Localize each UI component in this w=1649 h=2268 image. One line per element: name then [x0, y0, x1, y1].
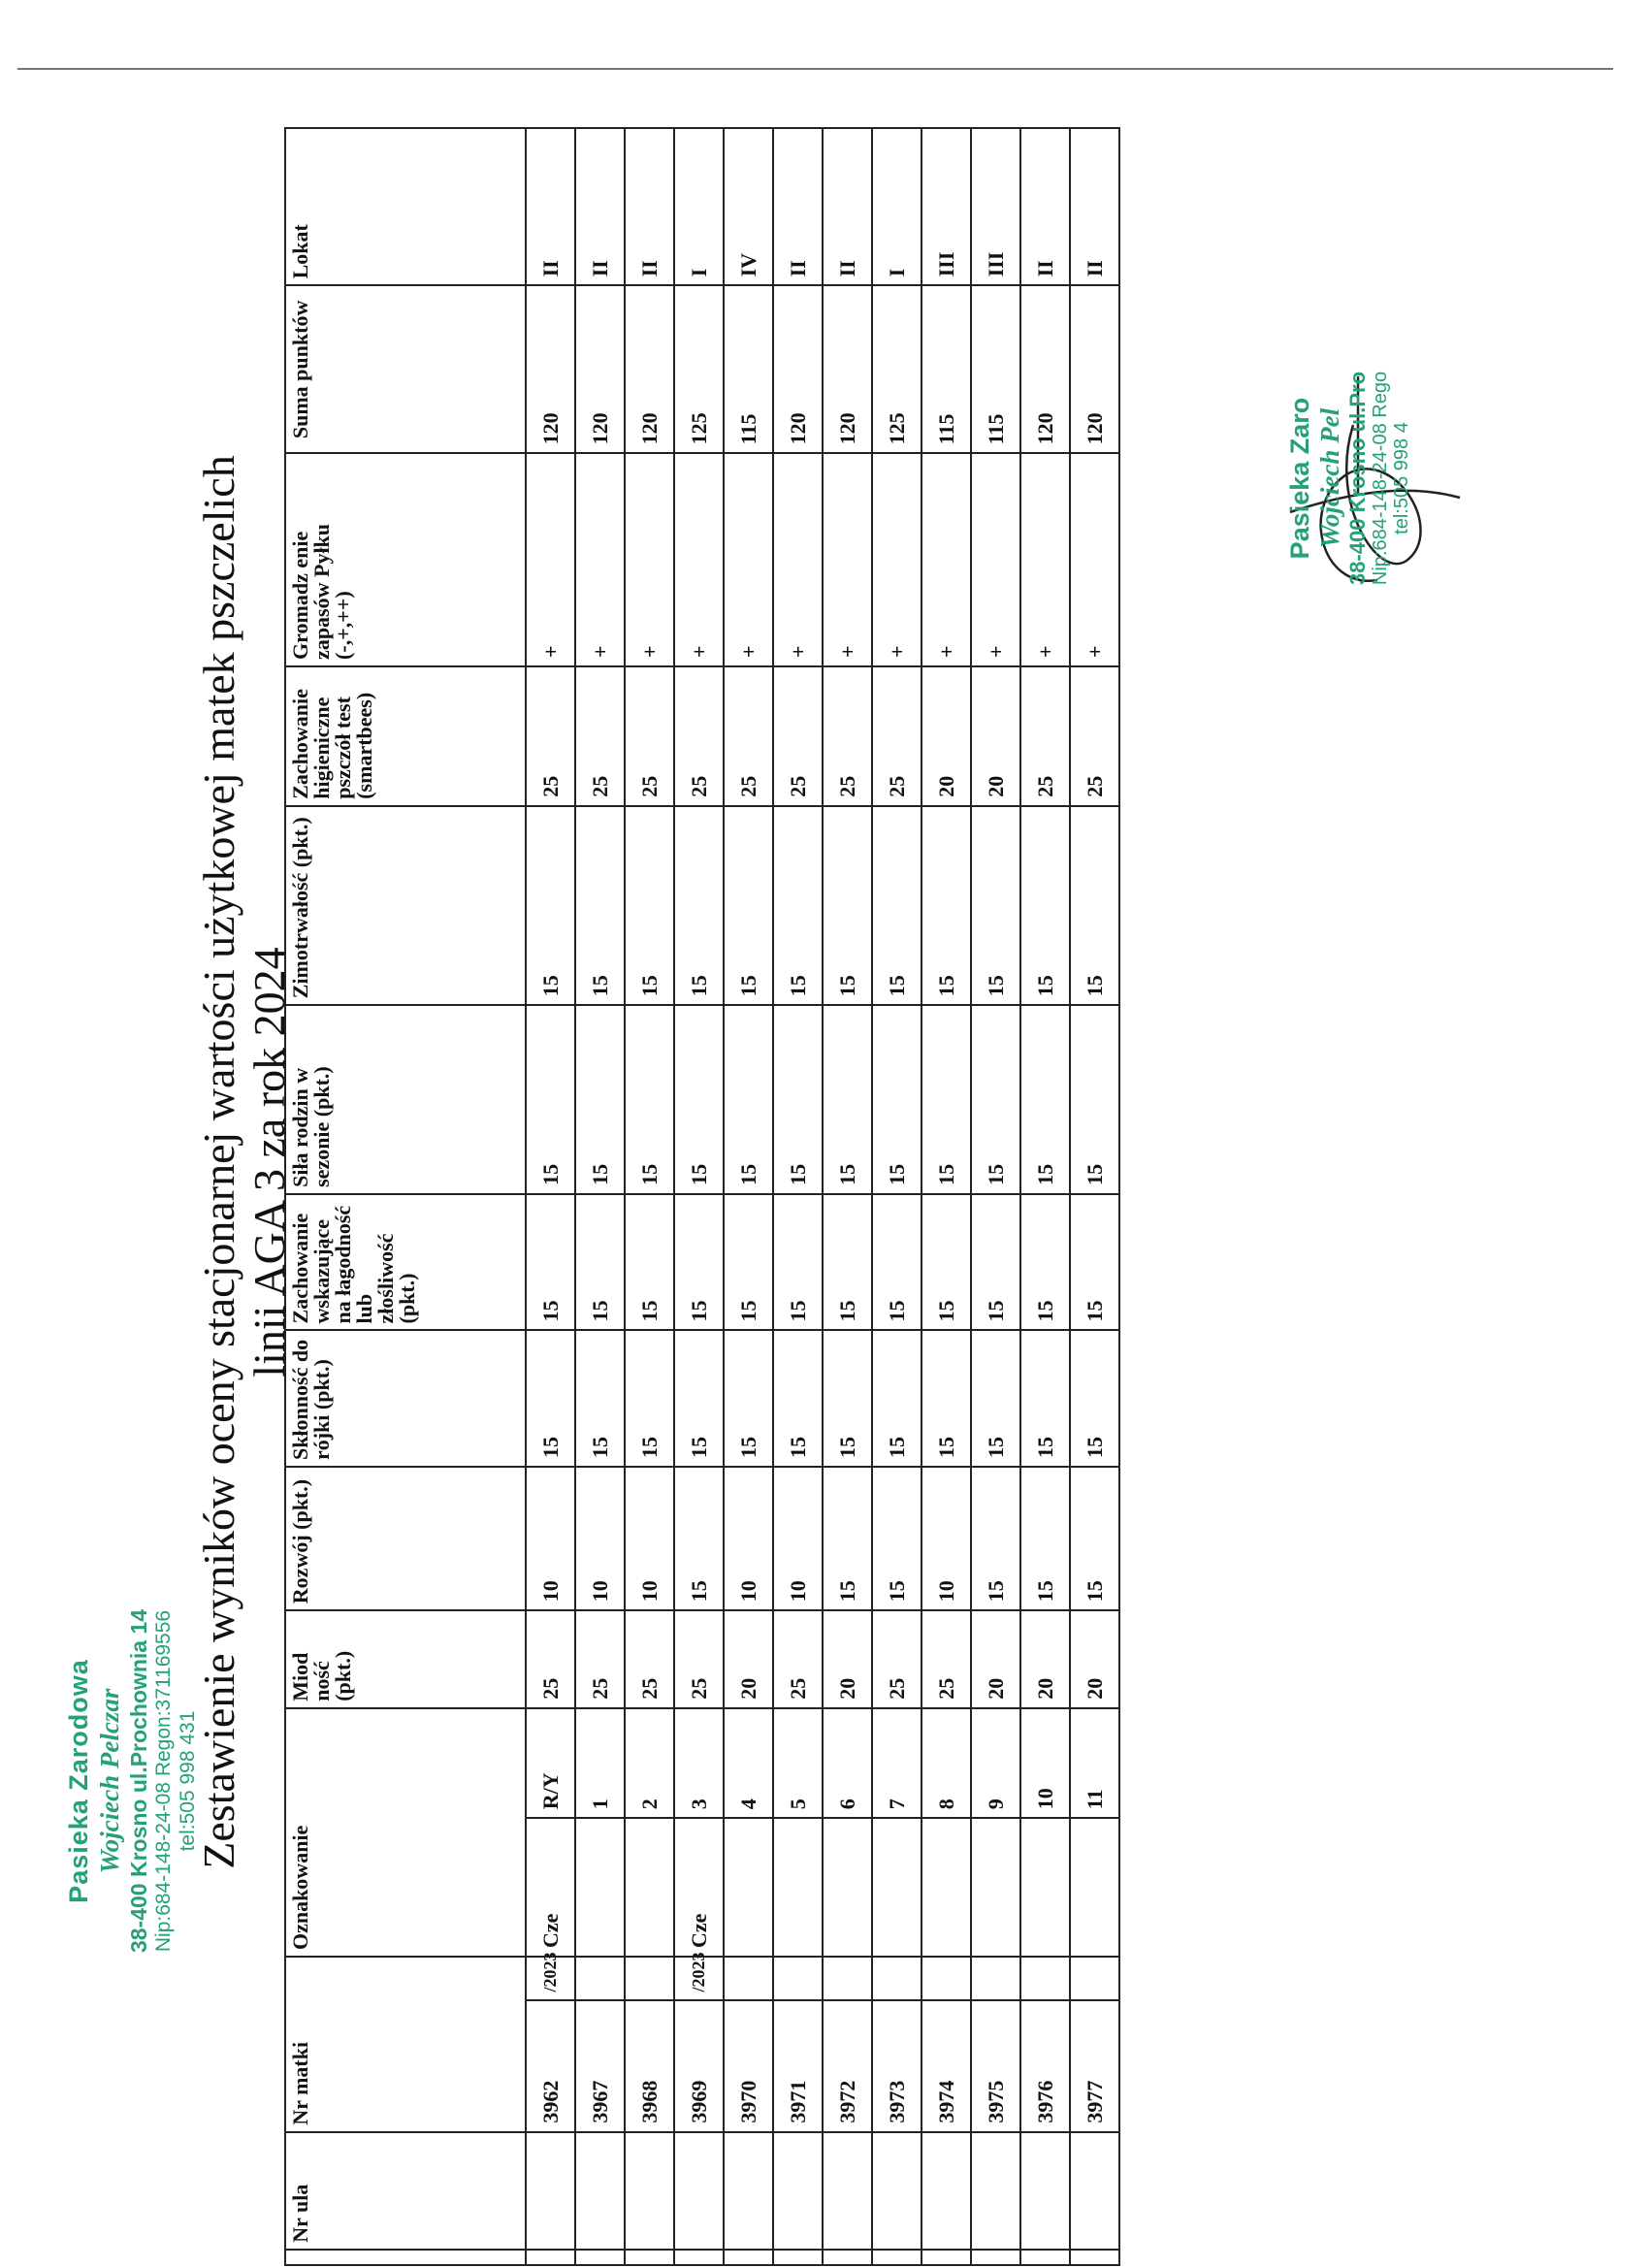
cell-lagodnosc: 15 — [575, 1194, 625, 1331]
cell-lagodnosc: 15 — [724, 1194, 773, 1331]
cell-kolor — [823, 1818, 872, 1957]
cell-lokata: II — [1070, 128, 1119, 285]
cell-nr-matki: 3962 — [526, 2000, 575, 2131]
cell-rozwoj: 15 — [872, 1467, 922, 1610]
cell-kolor: Cze — [526, 1818, 575, 1957]
cell-suma: 120 — [1070, 285, 1119, 453]
cell-lokata: II — [526, 128, 575, 285]
cell-lagodnosc: 15 — [625, 1194, 674, 1331]
cell-nr-matki: 3971 — [773, 2000, 823, 2131]
cell-nr-ula — [724, 2132, 773, 2250]
cell-sila: 15 — [823, 1005, 872, 1194]
cell-lagodnosc: 15 — [1070, 1194, 1119, 1331]
results-table-body — [526, 128, 1119, 2265]
cell-sklonnosc: 15 — [625, 1330, 674, 1467]
stamp-bottom-name: Pasieka Zaro — [1285, 397, 1314, 560]
cell-suma: 115 — [922, 285, 971, 453]
cell-sklonnosc: 15 — [971, 1330, 1020, 1467]
cell-zimotrwalosc: 15 — [1020, 806, 1070, 1005]
cell-nr-matki: 3967 — [575, 2000, 625, 2131]
cell-rok — [575, 1957, 625, 2000]
cell-nr-matki: 3972 — [823, 2000, 872, 2131]
table-row — [872, 128, 922, 2265]
cell-kolor — [971, 1818, 1020, 1957]
header-blank — [285, 2250, 526, 2265]
blank — [674, 2250, 724, 2265]
cell-znak: 11 — [1070, 1708, 1119, 1819]
table-row — [674, 128, 724, 2265]
cell-znak: 1 — [575, 1708, 625, 1819]
cell-sklonnosc: 15 — [872, 1330, 922, 1467]
cell-nr-matki: 3976 — [1020, 2000, 1070, 2131]
cell-kolor — [1070, 1818, 1119, 1957]
cell-kolor — [1020, 1818, 1070, 1957]
cell-higieniczne: 20 — [971, 666, 1020, 806]
cell-nr-matki: 3975 — [971, 2000, 1020, 2131]
cell-suma: 120 — [773, 285, 823, 453]
cell-kolor — [922, 1818, 971, 1957]
cell-nr-ula — [872, 2132, 922, 2250]
cell-sila: 15 — [1020, 1005, 1070, 1194]
stamp-bottom-address: 38-400 Krosno ul.Pro — [1344, 371, 1370, 586]
cell-rok: /2023 — [526, 1957, 575, 2000]
cell-lokata: IV — [724, 128, 773, 285]
cell-nr-matki: 3970 — [724, 2000, 773, 2131]
cell-kolor — [724, 1818, 773, 1957]
cell-rozwoj: 15 — [1020, 1467, 1070, 1610]
header-pylek: Gromadz enie zapasów Pyłku (-,+,++) — [285, 453, 526, 666]
cell-suma: 125 — [674, 285, 724, 453]
cell-suma: 120 — [575, 285, 625, 453]
cell-higieniczne: 25 — [823, 666, 872, 806]
blank — [625, 2250, 674, 2265]
cell-sklonnosc: 15 — [724, 1330, 773, 1467]
cell-nr-ula — [674, 2132, 724, 2250]
cell-pylek: + — [724, 453, 773, 666]
cell-rozwoj: 10 — [724, 1467, 773, 1610]
cell-rok — [823, 1957, 872, 2000]
cell-lokata: I — [872, 128, 922, 285]
cell-rok — [773, 1957, 823, 2000]
cell-nr-matki: 3974 — [922, 2000, 971, 2131]
cell-pylek: + — [872, 453, 922, 666]
cell-miodnosc: 20 — [724, 1610, 773, 1708]
cell-higieniczne: 25 — [1070, 666, 1119, 806]
cell-lokata: II — [823, 128, 872, 285]
table-row — [971, 128, 1020, 2265]
cell-miodnosc: 25 — [674, 1610, 724, 1708]
cell-miodnosc: 20 — [823, 1610, 872, 1708]
cell-kolor: Cze — [674, 1818, 724, 1957]
cell-nr-matki: 3977 — [1070, 2000, 1119, 2131]
cell-rozwoj: 15 — [971, 1467, 1020, 1610]
stamp-name: Pasieka Zarodowa — [64, 1659, 93, 1903]
header-rozwoj: Rozwój (pkt.) — [285, 1467, 526, 1610]
cell-sila: 15 — [724, 1005, 773, 1194]
title-line-2: linii AGA 3 za rok 2024 — [243, 947, 294, 1377]
cell-pylek: + — [526, 453, 575, 666]
cell-miodnosc: 25 — [625, 1610, 674, 1708]
blank — [872, 2250, 922, 2265]
cell-lokata: II — [575, 128, 625, 285]
header-miodnosc: Miod ność (pkt.) — [285, 1610, 526, 1708]
table-row — [1070, 128, 1119, 2265]
cell-rok — [971, 1957, 1020, 2000]
blank — [1070, 2250, 1119, 2265]
cell-suma: 120 — [823, 285, 872, 453]
cell-zimotrwalosc: 15 — [872, 806, 922, 1005]
cell-higieniczne: 25 — [674, 666, 724, 806]
cell-rok: /2023 — [674, 1957, 724, 2000]
cell-pylek: + — [1070, 453, 1119, 666]
cell-pylek: + — [625, 453, 674, 666]
blank — [971, 2250, 1020, 2265]
cell-lokata: II — [1020, 128, 1070, 285]
header-nr-matki: Nr matki — [285, 1957, 526, 2132]
cell-pylek: + — [575, 453, 625, 666]
cell-zimotrwalosc: 15 — [674, 806, 724, 1005]
table-row — [1020, 128, 1070, 2265]
header-oznakowanie: Oznakowanie — [285, 1708, 526, 1957]
cell-nr-ula — [526, 2132, 575, 2250]
cell-higieniczne: 25 — [526, 666, 575, 806]
cell-znak: 4 — [724, 1708, 773, 1819]
cell-suma: 120 — [1020, 285, 1070, 453]
cell-pylek: + — [922, 453, 971, 666]
cell-znak: 8 — [922, 1708, 971, 1819]
header-lokata: Lokat — [285, 128, 526, 285]
stamp-owner: Wojciech Pelczar — [94, 1688, 124, 1874]
cell-sklonnosc: 15 — [526, 1330, 575, 1467]
table-row — [823, 128, 872, 2265]
cell-zimotrwalosc: 15 — [526, 806, 575, 1005]
cell-sila: 15 — [971, 1005, 1020, 1194]
cell-rozwoj: 15 — [1070, 1467, 1119, 1610]
cell-lagodnosc: 15 — [773, 1194, 823, 1331]
cell-znak: 10 — [1020, 1708, 1070, 1819]
cell-pylek: + — [773, 453, 823, 666]
cell-lokata: III — [971, 128, 1020, 285]
cell-rozwoj: 10 — [922, 1467, 971, 1610]
stamp-ids: Nip:684-148-24-08 Regon:371169556 — [151, 1609, 175, 1953]
cell-sklonnosc: 15 — [1020, 1330, 1070, 1467]
cell-pylek: + — [1020, 453, 1070, 666]
header-higieniczne: Zachowanie higieniczne pszczół test (smartbees) — [285, 666, 526, 806]
cell-zimotrwalosc: 15 — [922, 806, 971, 1005]
table-row — [724, 128, 773, 2265]
cell-nr-ula — [922, 2132, 971, 2250]
cell-miodnosc: 20 — [1020, 1610, 1070, 1708]
cell-znak: 2 — [625, 1708, 674, 1819]
cell-rok — [1020, 1957, 1070, 2000]
cell-suma: 120 — [526, 285, 575, 453]
cell-znak: 6 — [823, 1708, 872, 1819]
cell-sila: 15 — [526, 1005, 575, 1194]
cell-suma: 115 — [724, 285, 773, 453]
cell-sila: 15 — [922, 1005, 971, 1194]
cell-rok — [922, 1957, 971, 2000]
cell-rozwoj: 10 — [526, 1467, 575, 1610]
cell-zimotrwalosc: 15 — [724, 806, 773, 1005]
cell-miodnosc: 20 — [1070, 1610, 1119, 1708]
cell-sila: 15 — [872, 1005, 922, 1194]
cell-higieniczne: 25 — [625, 666, 674, 806]
header-suma: Suma punktów — [285, 285, 526, 453]
cell-rozwoj: 10 — [773, 1467, 823, 1610]
header-zimotrwalosc: Zimotrwałość (pkt.) — [285, 806, 526, 1005]
cell-lagodnosc: 15 — [674, 1194, 724, 1331]
cell-sklonnosc: 15 — [1070, 1330, 1119, 1467]
cell-miodnosc: 25 — [922, 1610, 971, 1708]
cell-lokata: III — [922, 128, 971, 285]
cell-lokata: I — [674, 128, 724, 285]
cell-higieniczne: 25 — [575, 666, 625, 806]
cell-miodnosc: 25 — [526, 1610, 575, 1708]
cell-nr-ula — [773, 2132, 823, 2250]
cell-zimotrwalosc: 15 — [625, 806, 674, 1005]
cell-kolor — [872, 1818, 922, 1957]
stamp-bottom-owner: Wojciech Pel — [1314, 407, 1344, 549]
blank — [575, 2250, 625, 2265]
apiary-stamp-bottom — [1285, 304, 1413, 653]
cell-lagodnosc: 15 — [526, 1194, 575, 1331]
cell-sila: 15 — [1070, 1005, 1119, 1194]
cell-suma: 125 — [872, 285, 922, 453]
document-title — [194, 347, 294, 1977]
cell-pylek: + — [823, 453, 872, 666]
cell-rok — [1070, 1957, 1119, 2000]
cell-higieniczne: 25 — [1020, 666, 1070, 806]
cell-pylek: + — [971, 453, 1020, 666]
cell-zimotrwalosc: 15 — [773, 806, 823, 1005]
apiary-stamp — [64, 1577, 200, 1985]
cell-kolor — [625, 1818, 674, 1957]
blank — [773, 2250, 823, 2265]
header-sklonnosc: Skłonność do rójki (pkt.) — [285, 1330, 526, 1467]
cell-higieniczne: 25 — [724, 666, 773, 806]
stamp-bottom-ids: Nip:684-148-24-08 Rego — [1369, 371, 1391, 586]
cell-sklonnosc: 15 — [674, 1330, 724, 1467]
header-nr-ula: Nr ula — [285, 2132, 526, 2250]
cell-sila: 15 — [575, 1005, 625, 1194]
cell-nr-ula — [575, 2132, 625, 2250]
cell-znak: 5 — [773, 1708, 823, 1819]
cell-rozwoj: 10 — [575, 1467, 625, 1610]
blank — [823, 2250, 872, 2265]
cell-zimotrwalosc: 15 — [575, 806, 625, 1005]
cell-lagodnosc: 15 — [922, 1194, 971, 1331]
cell-rok — [872, 1957, 922, 2000]
cell-pylek: + — [674, 453, 724, 666]
cell-znak: 7 — [872, 1708, 922, 1819]
cell-sklonnosc: 15 — [922, 1330, 971, 1467]
blank — [1020, 2250, 1070, 2265]
cell-miodnosc: 20 — [971, 1610, 1020, 1708]
stamp-address: 38-400 Krosno ul.Prochownia 14 — [125, 1608, 151, 1954]
cell-nr-ula — [1070, 2132, 1119, 2250]
cell-lokata: II — [773, 128, 823, 285]
table-row — [625, 128, 674, 2265]
stamp-bottom-phone: tel:505 998 4 — [1391, 422, 1413, 535]
cell-sklonnosc: 15 — [575, 1330, 625, 1467]
cell-nr-ula — [823, 2132, 872, 2250]
cell-rok — [724, 1957, 773, 2000]
header-sila-rodzin: Siła rodzin w sezonie (pkt.) — [285, 1005, 526, 1194]
cell-rozwoj: 15 — [823, 1467, 872, 1610]
cell-sklonnosc: 15 — [773, 1330, 823, 1467]
cell-miodnosc: 25 — [773, 1610, 823, 1708]
header-row — [285, 128, 526, 2265]
cell-rozwoj: 10 — [625, 1467, 674, 1610]
cell-znak: 9 — [971, 1708, 1020, 1819]
blank — [724, 2250, 773, 2265]
cell-sila: 15 — [674, 1005, 724, 1194]
blank — [526, 2250, 575, 2265]
cell-higieniczne: 20 — [922, 666, 971, 806]
title-line-1: Zestawienie wyników oceny stacjonarnej wartości użytkowej matek pszczelich — [194, 455, 243, 1869]
stamp-phone: tel:505 998 431 — [176, 1710, 199, 1852]
cell-lagodnosc: 15 — [971, 1194, 1020, 1331]
cell-nr-ula — [625, 2132, 674, 2250]
blank — [922, 2250, 971, 2265]
results-table — [284, 127, 1120, 2266]
cell-miodnosc: 25 — [575, 1610, 625, 1708]
cell-lagodnosc: 15 — [872, 1194, 922, 1331]
cell-znak: R/Y — [526, 1708, 575, 1819]
cell-rok — [625, 1957, 674, 2000]
cell-sila: 15 — [625, 1005, 674, 1194]
cell-suma: 120 — [625, 285, 674, 453]
table-row — [526, 128, 575, 2265]
cell-lagodnosc: 15 — [823, 1194, 872, 1331]
header-zachowanie-lagodnosc: Zachowanie wskazujące na łagodność lub złośliwość (pkt.) — [285, 1194, 526, 1331]
cell-rozwoj: 15 — [674, 1467, 724, 1610]
cell-kolor — [773, 1818, 823, 1957]
cell-suma: 115 — [971, 285, 1020, 453]
cell-nr-matki: 3973 — [872, 2000, 922, 2131]
cell-sklonnosc: 15 — [823, 1330, 872, 1467]
table-row — [773, 128, 823, 2265]
cell-lokata: II — [625, 128, 674, 285]
cell-sila: 15 — [773, 1005, 823, 1194]
cell-nr-matki: 3969 — [674, 2000, 724, 2131]
cell-nr-ula — [1020, 2132, 1070, 2250]
cell-higieniczne: 25 — [773, 666, 823, 806]
cell-lagodnosc: 15 — [1020, 1194, 1070, 1331]
table-row — [922, 128, 971, 2265]
cell-higieniczne: 25 — [872, 666, 922, 806]
cell-zimotrwalosc: 15 — [1070, 806, 1119, 1005]
cell-nr-ula — [971, 2132, 1020, 2250]
cell-miodnosc: 25 — [872, 1610, 922, 1708]
cell-zimotrwalosc: 15 — [823, 806, 872, 1005]
cell-znak: 3 — [674, 1708, 724, 1819]
cell-nr-matki: 3968 — [625, 2000, 674, 2131]
table-row — [575, 128, 625, 2265]
cell-zimotrwalosc: 15 — [971, 806, 1020, 1005]
cell-kolor — [575, 1818, 625, 1957]
